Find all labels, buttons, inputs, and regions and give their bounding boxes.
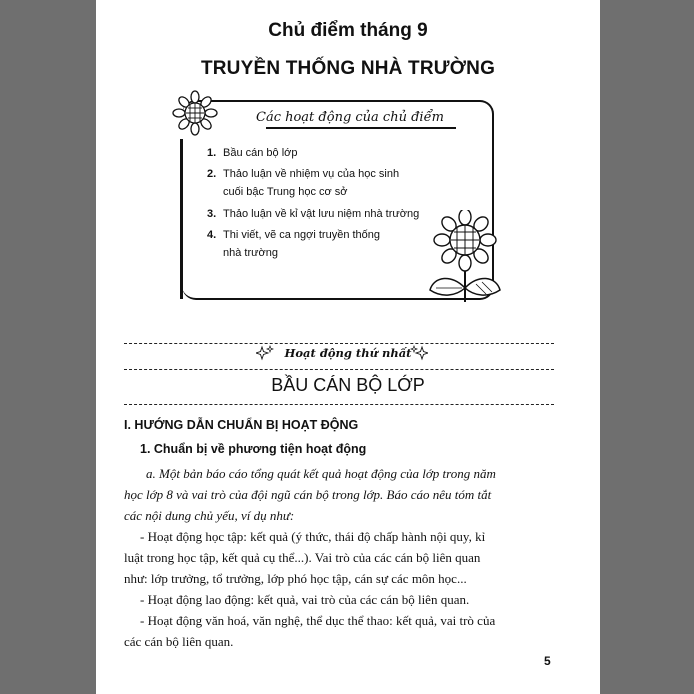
activity-title: BẦU CÁN BỘ LỚP [271, 375, 425, 395]
activity-item-number: 1. [207, 147, 217, 159]
sunflower-small-icon [172, 90, 218, 136]
activity-item-number: 3. [207, 208, 217, 220]
activity-item-2 [207, 165, 399, 201]
sparkle-right-icon [410, 345, 428, 361]
activity-item-number: 2. [207, 168, 217, 180]
paragraph-line: a. Một bản báo cáo tổng quát kết quả hoạt động của lớp trong năm [146, 466, 496, 481]
activity-item-text: Thảo luận về kỉ vật lưu niệm nhà trường [223, 208, 420, 220]
paragraph-line: học lớp 8 và vai trò của đội ngũ cán bộ trong lớp. Báo cáo nêu tóm tắt [124, 487, 492, 502]
activity-item-text: nhà trường [223, 247, 278, 259]
activity-item-text: Thi viết, vẽ ca ngợi truyền thống [223, 229, 381, 241]
section-subheading: 1. Chuẩn bị về phương tiện hoạt động [140, 442, 367, 456]
section-rule-bottom [124, 404, 554, 406]
section-rule-middle [124, 369, 554, 371]
paragraph-line: - Hoạt động học tập: kết quả (ý thức, thái độ chấp hành nội quy, kỉ [140, 529, 486, 544]
activity-item-text: cuối bậc Trung học cơ sở [223, 186, 348, 198]
paragraph-line: luật trong học tập, kết quả cụ thể...). Vai trò của các cán bộ liên quan [124, 550, 481, 565]
activity-item-number: 4. [207, 229, 217, 241]
activity-box-heading-underline [266, 127, 456, 129]
paragraph-line: - Hoạt động văn hoá, văn nghệ, thể dục thể thao: kết quả, vai trò của [140, 613, 496, 628]
activity-item-1 [207, 144, 298, 162]
activity-item-text: Bầu cán bộ lớp [223, 147, 298, 159]
section-rule-top [124, 343, 554, 345]
activity-box-heading: Các hoạt động của chủ điểm [256, 110, 444, 125]
paragraph-line: các nội dung chủ yếu, ví dụ như: [124, 508, 295, 523]
paragraph-line: như: lớp trưởng, tổ trưởng, lớp phó học tập, cán sự các môn học... [124, 571, 467, 586]
section-heading: I. HƯỚNG DẪN CHUẨN BỊ HOẠT ĐỘNG [124, 418, 359, 432]
paragraph-line: các cán bộ liên quan. [124, 634, 234, 649]
activity-item-3 [207, 205, 419, 223]
paragraph-line: - Hoạt động lao động: kết quả, vai trò của các cán bộ liên quan. [140, 592, 470, 607]
month-label: Chủ điểm tháng 9 [268, 20, 428, 41]
theme-title: TRUYỀN THỐNG NHÀ TRƯỜNG [200, 58, 496, 79]
activity-item-text: Thảo luận về nhiệm vụ của học sinh [223, 168, 400, 180]
activity-item-4 [207, 226, 380, 262]
page-number: 5 [544, 654, 551, 668]
book-page [96, 0, 600, 694]
activity-label: Hoạt động thứ nhất [284, 346, 412, 360]
sunflower-large-icon [422, 210, 508, 304]
activity-box-left-edge [180, 139, 183, 299]
